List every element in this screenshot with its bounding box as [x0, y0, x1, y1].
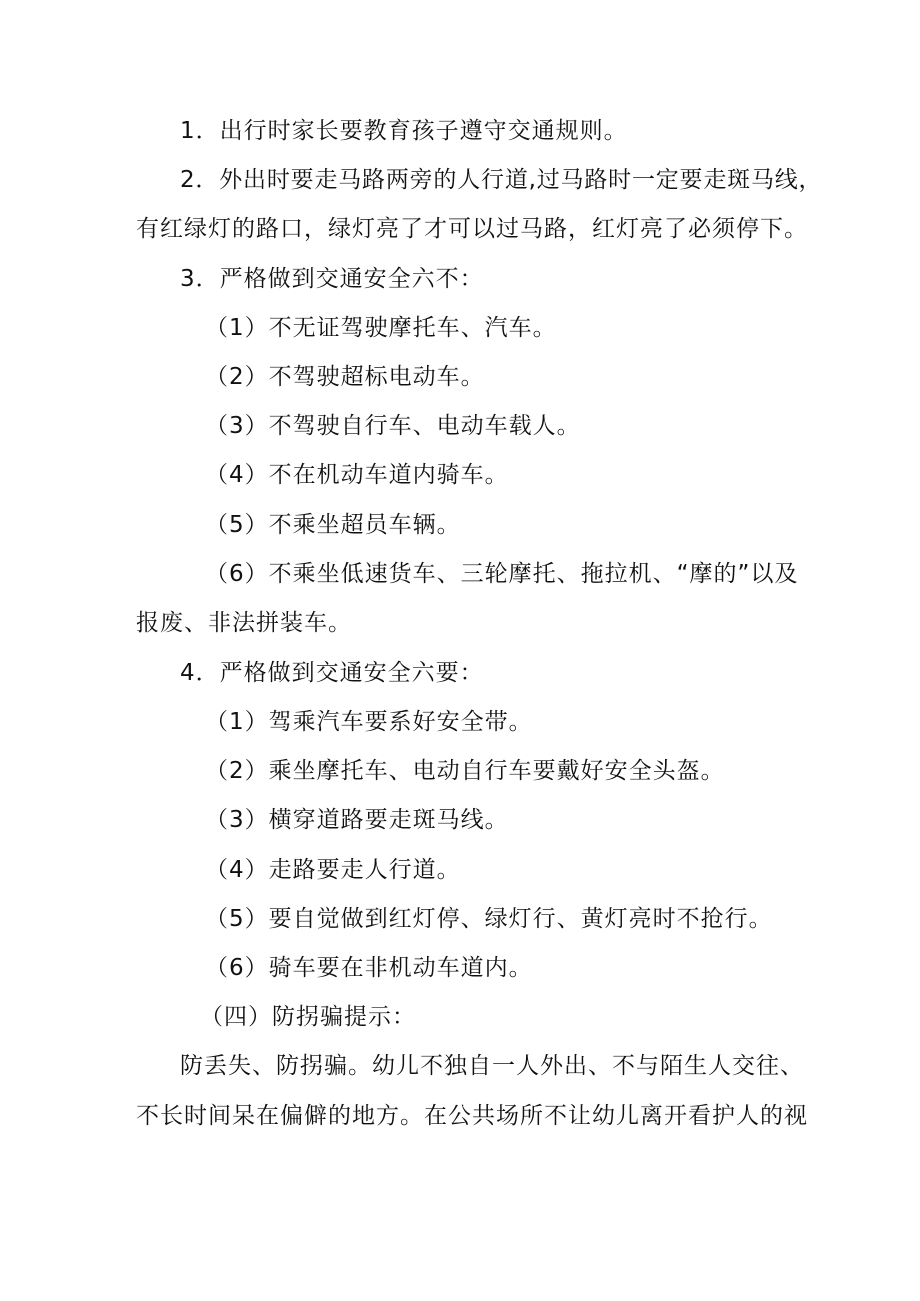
rule-2-text: 2．外出时要走马路两旁的人行道,过马路时一定要走斑马线， [180, 167, 823, 193]
section-4-heading: （四）防拐骗提示： [200, 1004, 416, 1030]
six-must-item-4: （4）走路要走人行道。 [205, 857, 461, 883]
six-must-item-1: （1）驾乘汽车要系好安全带。 [205, 709, 533, 735]
six-no-item-5: （5）不乘坐超员车辆。 [205, 512, 461, 538]
six-no-item-4: （4）不在机动车道内骑车。 [205, 462, 509, 488]
rule-3-heading: 3．严格做到交通安全六不： [180, 266, 484, 292]
rule-2-continuation: 有红绿灯的路口，绿灯亮了才可以过马路，红灯亮了必须停下。 [136, 216, 808, 242]
six-no-item-1: （1）不无证驾驶摩托车、汽车。 [205, 315, 557, 341]
six-must-item-3: （3）横穿道路要走斑马线。 [205, 807, 509, 833]
anti-abduction-paragraph-continuation: 不长时间呆在偏僻的地方。在公共场所不让幼儿离开看护人的视 [136, 1103, 808, 1129]
anti-abduction-paragraph: 防丢失、防拐骗。幼儿不独自一人外出、不与陌生人交往、 [180, 1053, 804, 1079]
six-must-item-5: （5）要自觉做到红灯停、绿灯行、黄灯亮时不抢行。 [205, 906, 773, 932]
six-no-item-3: （3）不驾驶自行车、电动车载人。 [205, 413, 581, 439]
rule-1-text: 1．出行时家长要教育孩子遵守交通规则。 [180, 118, 628, 144]
six-must-item-2: （2）乘坐摩托车、电动自行车要戴好安全头盔。 [205, 758, 725, 784]
six-no-item-6: （6）不乘坐低速货车、三轮摩托、拖拉机、“摩的”以及 [205, 561, 799, 587]
six-must-item-6: （6）骑车要在非机动车道内。 [205, 955, 533, 981]
six-no-item-6-continuation: 报废、非法拼装车。 [136, 610, 352, 636]
rule-4-heading: 4．严格做到交通安全六要： [180, 660, 484, 686]
six-no-item-2: （2）不驾驶超标电动车。 [205, 364, 485, 390]
